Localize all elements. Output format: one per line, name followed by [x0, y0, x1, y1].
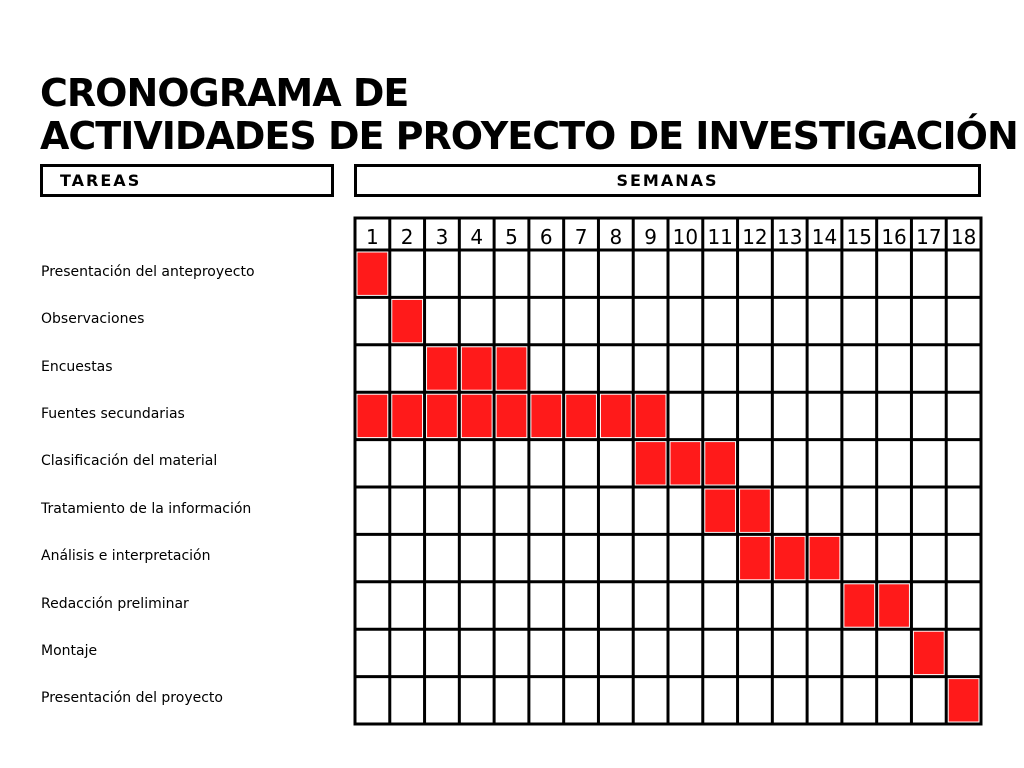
week-number-1: 1 [366, 225, 379, 249]
week-number-11: 11 [707, 225, 733, 249]
scheduled-cell [601, 395, 631, 437]
task-label: Presentación del anteproyecto [41, 263, 255, 280]
scheduled-cell [949, 679, 979, 721]
week-number-5: 5 [505, 225, 518, 249]
chart-title-line-2: ACTIVIDADES DE PROYECTO DE INVESTIGACIÓN [40, 114, 1018, 158]
task-label: Encuestas [41, 358, 113, 375]
scheduled-cell [705, 442, 735, 484]
task-label: Fuentes secundarias [41, 405, 185, 422]
week-number-4: 4 [470, 225, 484, 249]
tasks-header-label: TAREAS [60, 171, 142, 190]
week-number-3: 3 [435, 225, 449, 249]
scheduled-cell [740, 490, 770, 532]
task-label: Montaje [41, 642, 98, 659]
scheduled-cell [775, 537, 805, 579]
task-label: Observaciones [41, 311, 145, 328]
scheduled-cell [497, 395, 527, 437]
weeks-header-label: SEMANAS [616, 171, 719, 190]
scheduled-cell [914, 632, 944, 674]
task-label: Tratamiento de la información [41, 500, 252, 517]
scheduled-cell [497, 347, 527, 389]
scheduled-cell [636, 395, 666, 437]
week-number-15: 15 [846, 225, 873, 249]
week-number-14: 14 [811, 225, 838, 249]
scheduled-cell [427, 395, 457, 437]
scheduled-cell [427, 347, 457, 389]
week-number-13: 13 [776, 225, 803, 249]
task-label: Presentación del proyecto [41, 690, 223, 707]
scheduled-cell [705, 490, 735, 532]
scheduled-cell [844, 584, 874, 626]
week-number-10: 10 [672, 225, 699, 249]
scheduled-cell [671, 442, 701, 484]
scheduled-cell [740, 537, 770, 579]
scheduled-cell [358, 253, 388, 295]
scheduled-cell [566, 395, 596, 437]
scheduled-cell [392, 300, 422, 342]
week-number-6: 6 [539, 225, 553, 249]
week-number-9: 9 [644, 225, 657, 249]
week-number-17: 17 [916, 225, 942, 249]
week-number-2: 2 [400, 225, 414, 249]
week-number-7: 7 [574, 225, 588, 249]
week-number-16: 16 [881, 225, 907, 249]
scheduled-cell [810, 537, 840, 579]
week-number-12: 12 [742, 225, 768, 249]
scheduled-cell [531, 395, 561, 437]
scheduled-cell [462, 347, 492, 389]
task-label: Análisis e interpretación [41, 548, 211, 565]
chart-title-line-1: CRONOGRAMA DE [40, 71, 409, 115]
scheduled-cell [392, 395, 422, 437]
task-label: Clasificación del material [41, 453, 218, 470]
scheduled-cell [462, 395, 492, 437]
scheduled-cell [636, 442, 666, 484]
week-number-18: 18 [950, 225, 977, 249]
task-label: Redacción preliminar [41, 595, 189, 612]
scheduled-cell [879, 584, 909, 626]
scheduled-cell [358, 395, 388, 437]
week-number-8: 8 [609, 225, 623, 249]
